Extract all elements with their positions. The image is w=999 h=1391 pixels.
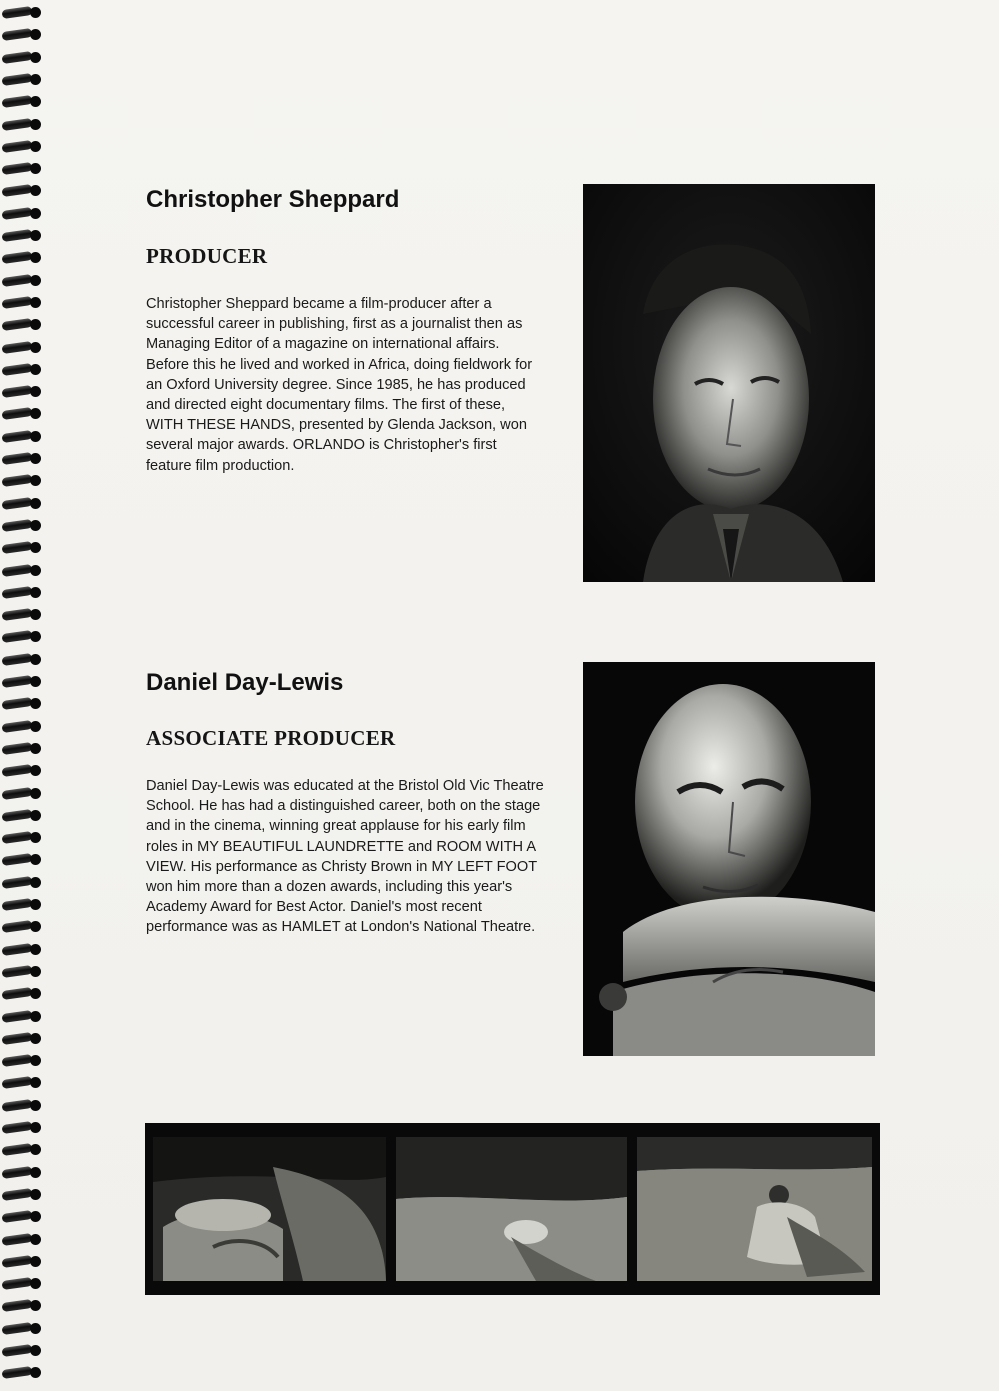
binding-coil [2,296,40,310]
binding-coil [2,1210,40,1224]
binding-coil [2,430,40,444]
binding-coil [2,608,40,622]
binding-coil [2,742,40,756]
film-still-frame-3 [637,1137,872,1281]
binding-coil [2,987,40,1001]
film-still-frame-1 [153,1137,386,1281]
portrait-photo-christopher-sheppard [583,184,875,582]
film-still-strip [145,1123,880,1295]
binding-coil [2,95,40,109]
binding-coil [2,1255,40,1269]
binding-coil [2,653,40,667]
binding-coil [2,452,40,466]
profile-bio: Christopher Sheppard became a film-producer after a successful career in publishing, first as a journalist then as Managing Editor of a magazine on international affairs. Before this he lived and worked in Africa, doing fieldwork for an Oxford University degree. Since 1985, he has produced and directed eight documentary films. The first of these, WITH THESE HANDS, presented by Glenda Jackson, won several major awards. ORLANDO is Christopher's first feature film production. [146,296,533,474]
profile-bio: Daniel Day-Lewis was educated at the Bristol Old Vic Theatre School. He has had a distinguished career, both on the stage and in the cinema, winning great applause for his early film roles in MY BEAUTIFUL LAUNDRETTE and ROOM WITH A VIEW. His performance as Christy Brown in MY LEFT FOOT won him more than a dozen awards, including this year's Academy Award for Best Actor. Daniel's most recent performance was as HAMLET at London's National Theatre. [146,778,544,936]
binding-coil [2,207,40,221]
binding-coil [2,1299,40,1313]
binding-coil [2,920,40,934]
portrait-photo-daniel-day-lewis [583,662,875,1056]
binding-coil [2,630,40,644]
binding-coil [2,965,40,979]
profile-name: Christopher Sheppard [146,186,400,213]
binding-coil [2,274,40,288]
binding-coil [2,831,40,845]
binding-coil [2,809,40,823]
binding-coil [2,898,40,912]
binding-coil [2,363,40,377]
binding-coil [2,51,40,65]
binding-coil [2,1032,40,1046]
binding-coil [2,73,40,87]
binding-coil [2,1233,40,1247]
binding-coil [2,6,40,20]
binding-coil [2,720,40,734]
profile-role: PRODUCER [146,244,268,268]
binding-coil [2,318,40,332]
binding-coil [2,28,40,42]
binding-coil [2,1344,40,1358]
binding-coil [2,229,40,243]
binding-coil [2,385,40,399]
binding-coil [2,1166,40,1180]
binding-coil [2,1010,40,1024]
profile-name: Daniel Day-Lewis [146,669,344,696]
binding-coil [2,1143,40,1157]
binding-coil [2,675,40,689]
binding-coil [2,564,40,578]
binding-coil [2,1076,40,1090]
binding-coil [2,1277,40,1291]
binding-coil [2,118,40,132]
binding-coil [2,1099,40,1113]
binding-coil [2,697,40,711]
binding-coil [2,541,40,555]
binding-coil [2,519,40,533]
binding-coil [2,943,40,957]
spiral-binding [0,0,46,1391]
binding-coil [2,1054,40,1068]
binding-coil [2,341,40,355]
film-still-frame-2 [396,1137,627,1281]
binding-coil [2,162,40,176]
binding-coil [2,184,40,198]
binding-coil [2,586,40,600]
binding-coil [2,787,40,801]
profile-role: ASSOCIATE PRODUCER [146,726,396,750]
binding-coil [2,1322,40,1336]
binding-coil [2,1188,40,1202]
binding-coil [2,876,40,890]
binding-coil [2,407,40,421]
binding-coil [2,1366,40,1380]
binding-coil [2,764,40,778]
binding-coil [2,853,40,867]
binding-coil [2,497,40,511]
binding-coil [2,251,40,265]
binding-coil [2,140,40,154]
binding-coil [2,474,40,488]
binding-coil [2,1121,40,1135]
